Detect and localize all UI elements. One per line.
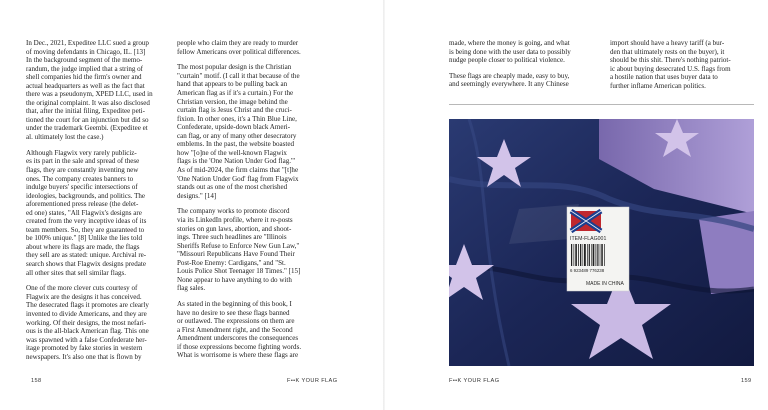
product-label	[567, 207, 629, 291]
flag-photograph	[449, 119, 754, 366]
paragraph: These flags are cheaply made, easy to buy, and seemingly everywhere. It any Chinese	[449, 71, 570, 89]
label-item-code: ITEM-FLAG001	[570, 236, 607, 242]
section-divider	[449, 104, 754, 105]
right-page-column-1	[449, 39, 595, 96]
running-head-right: F••K YOUR FLAG	[449, 378, 500, 384]
book-gutter	[383, 0, 385, 410]
left-page-column-1	[26, 39, 166, 369]
paragraph: One of the more clever cuts courtesy of Flagwix are the designs it has conceived. The desecrated flags it promotes are clearly invented to divide Americans, and they are working. Of their designs, the most nefari- ous is the all-black American flag. This one was spawned with a false Confederate her- itage promoted by fake stories in western newspapers. It's also one that is flown by	[26, 284, 149, 361]
paragraph: In Dec., 2021, Expeditee LLC sued a group of moving defendants in Chicago, IL. [13] In the background segment of the memo- randum, the judge implied that a string of shell companies hid the firm's owner and actual headquarters as well as the fact that there was a pseudonym, XPED LLC, used in the original complaint. It was also disclosed that, after the initial filing, Expeditee peti- tioned the court for an injunction but did so under the trademark Geembi. (Expeditee et al. ultimately lost the case.)	[26, 39, 153, 142]
paragraph: The most popular design is the Christian "curtain" motif. (I call it that because of the hand that appears to be pulling back an American flag as if it's a curtain.) For the Christian version, the image behind the curtain flag is Jesus Christ and the cruci- fixion. In other ones, it's a Thin Blue Line, Confederate, upside-down black Ameri- can flag, or any of many other desecratory emblems. In the past, the website boasted how "[o]ne of the well-known Flagwix flags is the 'One Nation Under God flag.'" As of mid-2024, the firm claims that "[t]he 'One Nation Under God' flag from Flagwix stands out as one of the most cherished designs." [14]	[177, 63, 300, 200]
label-barcode-digits: 6 923489 776238	[570, 268, 605, 273]
page-number-left: 158	[31, 378, 42, 384]
running-head-left: F••K YOUR FLAG	[287, 378, 338, 384]
left-page-column-2	[177, 39, 331, 367]
page-number-right: 159	[741, 378, 752, 384]
label-origin: MADE IN CHINA	[586, 281, 624, 287]
paragraph: Although Flagwix very rarely publiciz- es its part in the sale and spread of these flags, they are constantly inventing new ones. The company creates banners to indulge buyers' specific intersections of ideologies, backgrounds, and politics. The aforementioned press release (the delet- ed one) states, "All Flagwix's designs are created from the very inceptive ideas of its team members. So, they are guaranteed to be 100% unique." [8] Unlike the lies told about where its flags are made, the flags they sell are as stated: unique. Archival re- search shows that Flagwix designs predate all other sites that sell similar flags.	[26, 148, 147, 277]
paragraph: people who claim they are ready to murder fellow Americans over political differences.	[177, 39, 301, 56]
paragraph: made, where the money is going, and what is being done with the user data to possibly nudge people closer to political violence.	[449, 39, 571, 65]
paragraph: As stated in the beginning of this book, I have no desire to see these flags banned or outlawed. The expressions on them are a First Amendment right, and the Second Amendment underscores the consequences if those expressions become fighting words. What is worrisome is where these flags are	[177, 300, 302, 360]
right-page-column-2	[610, 39, 754, 98]
paragraph: import should have a heavy tariff (a bur- den that ultimately rests on the buyer), it should be this shit. There's nothing patriot- ic about buying desecrated U.S. flags from a hostile nation that uses buyer data to further inflame American politics.	[610, 39, 731, 90]
paragraph: The company works to promote discord via its LinkedIn profile, where it re-posts stories on gun laws, abortion, and shoot- ings. Three such headlines are "Illinois Sheriffs Refuse to Enforce New Gun Law," "Missouri Republicans Have Found Their Post-Roe Enemy: Cardigans," and "St. Louis Police Shot Teenager 18 Times." [15] None appear to have anything to do with flag sales.	[177, 207, 301, 293]
